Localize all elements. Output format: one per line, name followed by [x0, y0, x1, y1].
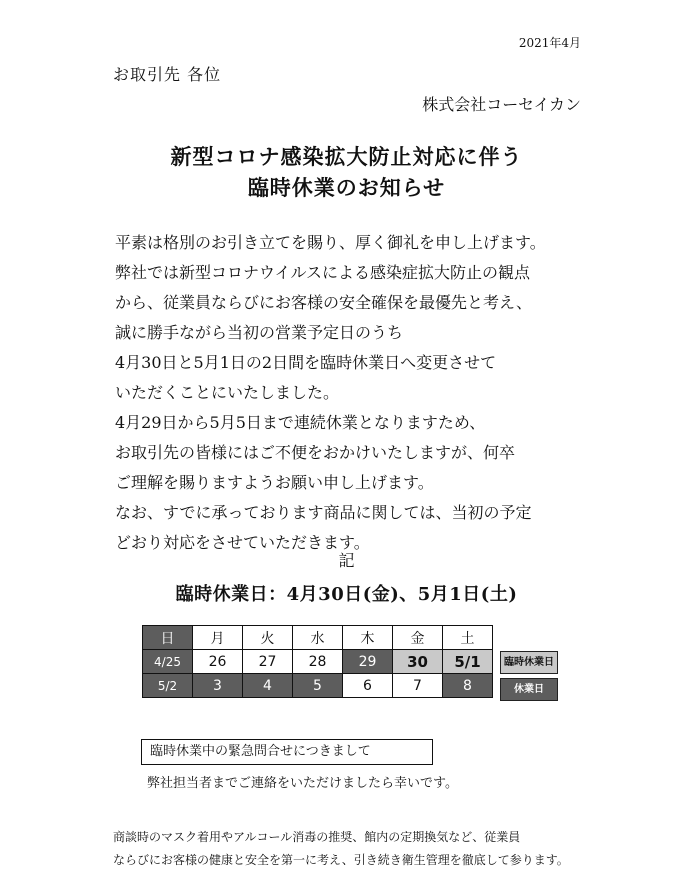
body-line: お取引先の皆様にはご不便をおかけいたしますが、何卒 [115, 443, 516, 462]
body-line: 弊社では新型コロナウイルスによる感染症拡大防止の観点 [115, 263, 531, 282]
calendar-cell: 8 [443, 674, 493, 698]
calendar-cell: 26 [193, 650, 243, 674]
body-line: 4月29日から5月5日まで連続休業となりますため、 [115, 413, 486, 432]
calendar-header-cell: 日 [143, 626, 193, 650]
emergency-contact-text: 弊社担当者までご連絡をいただけましたら幸いです。 [147, 776, 458, 791]
body-line: 4月30日と5月1日の2日間を臨時休業日へ変更させて [115, 353, 497, 372]
calendar-cell: 4/25 [143, 650, 193, 674]
calendar-week-row [143, 674, 493, 698]
title-line-2: 臨時休業のお知らせ [247, 175, 446, 200]
calendar-cell: 30 [393, 650, 443, 674]
body-line: ご理解を賜りますようお願い申し上げます。 [115, 473, 434, 492]
calendar-cell: 29 [343, 650, 393, 674]
calendar-cell: 6 [343, 674, 393, 698]
emergency-contact-heading: 臨時休業中の緊急問合せにつきまして [141, 739, 433, 765]
calendar-cell: 4 [243, 674, 293, 698]
calendar-header-cell: 土 [443, 626, 493, 650]
calendar-header-cell: 火 [243, 626, 293, 650]
calendar-header-cell: 月 [193, 626, 243, 650]
holiday-calendar [142, 625, 493, 698]
calendar-cell: 5/2 [143, 674, 193, 698]
legend-closed-day: 休業日 [500, 678, 558, 701]
calendar-cell: 3 [193, 674, 243, 698]
calendar-header-cell: 木 [343, 626, 393, 650]
body-line: どおり対応をさせていただきます。 [115, 533, 370, 552]
footer-line-2: ならびにお客様の健康と安全を第一に考え、引き続き衛生管理を徹底して参ります。 [113, 853, 569, 867]
calendar-week-row [143, 650, 493, 674]
ki-heading: 記 [338, 551, 355, 570]
legend-temporary-closure: 臨時休業日 [500, 651, 558, 674]
notice-date: 2021年4月 [518, 36, 581, 50]
body-line: いただくことにいたしました。 [115, 383, 340, 402]
company-name: 株式会社コーセイカン [422, 95, 581, 114]
title-line-1: 新型コロナ感染拡大防止対応に伴う [170, 144, 523, 169]
recipient: お取引先 各位 [113, 65, 222, 84]
calendar-cell: 7 [393, 674, 443, 698]
body-line: 誠に勝手ながら当初の営業予定日のうち [115, 323, 404, 342]
calendar-cell: 28 [293, 650, 343, 674]
calendar-cell: 27 [243, 650, 293, 674]
footer-line-1: 商談時のマスク着用やアルコール消毒の推奨、館内の定期換気など、従業員 [113, 830, 521, 844]
body-line: 平素は格別のお引き立てを賜り、厚く御礼を申し上げます。 [115, 233, 546, 252]
calendar-header-row [143, 626, 493, 650]
calendar-cell: 5/1 [443, 650, 493, 674]
calendar-header-cell: 水 [293, 626, 343, 650]
body-line: なお、すでに承っております商品に関しては、当初の予定 [115, 503, 532, 522]
body-text [115, 228, 595, 558]
body-line: から、従業員ならびにお客様の安全確保を最優先と考え、 [115, 293, 532, 312]
calendar-header-cell: 金 [393, 626, 443, 650]
calendar-cell: 5 [293, 674, 343, 698]
holiday-dates: 臨時休業日：4月30日(金)、5月1日(土) [175, 584, 518, 605]
